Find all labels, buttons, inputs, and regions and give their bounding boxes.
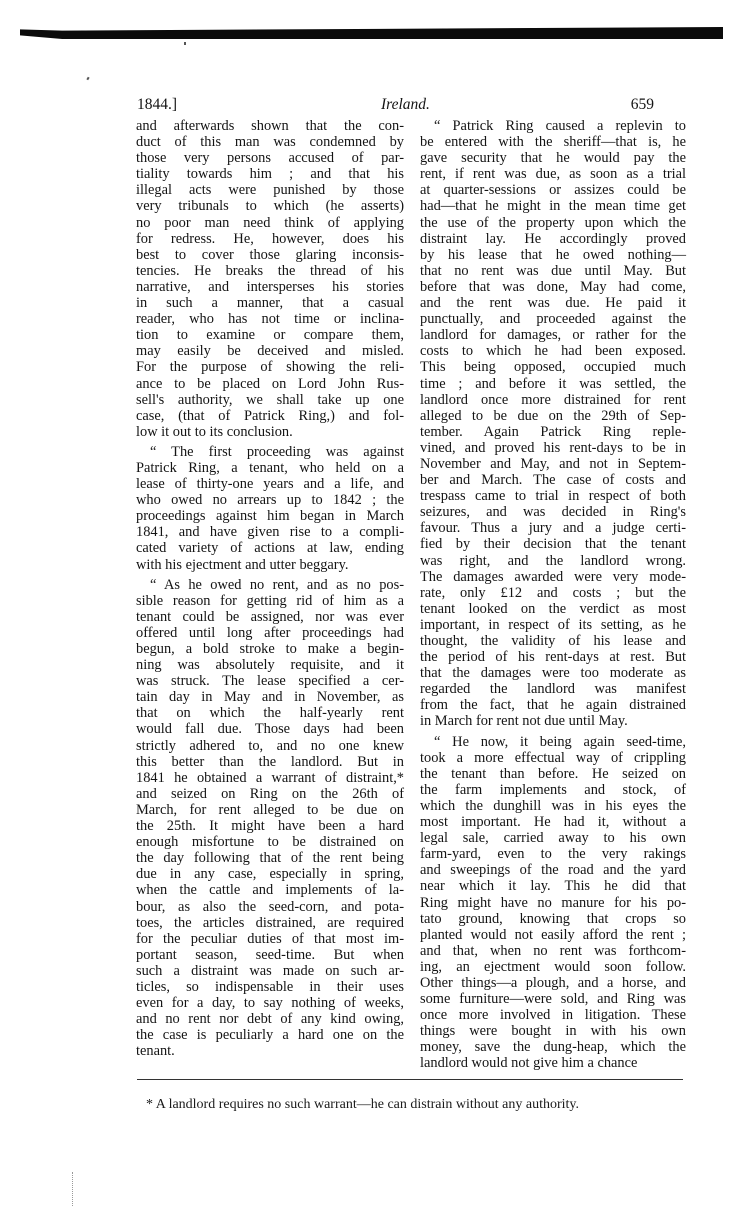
text-line: the day following that of the rent being [136,850,404,867]
text-line: landlord would not give him a chance [420,1055,638,1072]
text-line: legal sale, carried away to his own [420,830,686,847]
text-line: the case is peculiarly a hard one on the [136,1027,404,1044]
text-line: from the fact, that he again distrained [420,697,686,714]
text-line: 1841, and have given rise to a compli- [136,524,404,541]
text-line: which the dunghill was in his eyes the [420,797,686,814]
text-line: low it out to its conclusion. [136,423,293,440]
text-line: before that was done, May had come, [420,278,686,295]
scan-top-border [20,27,723,39]
text-line: best to cover those glaring inconsis- [136,246,404,263]
text-line: ning was absolutely requisite, and it [136,657,404,674]
text-line: strictly adhered to, and no one knew [136,737,404,754]
text-line: and seized on Ring on the 26th of [136,785,404,802]
text-line: narrative, and intersperses his stories [136,278,404,295]
text-line: thought, the validity of his lease and [420,633,686,649]
text-line: who owed no arrears up to 1842 ; the [136,492,404,509]
text-line: when the cattle and implements of la- [136,882,404,899]
text-line: case, (that of Patrick Ring,) and fol- [136,407,404,424]
paragraph [136,444,404,573]
page-number: 659 [630,96,654,113]
text-line: most important. He had it, without a [420,814,686,831]
text-line: November and May, and not in Septem- [420,455,686,472]
text-line: in March for rent not due until May. [420,713,628,730]
text-line: 1841 he obtained a warrant of distraint,* [136,769,404,786]
paragraph [420,118,686,730]
text-line: that the damages were too moderate as [420,665,686,682]
running-head-title: Ireland. [381,96,430,113]
text-line: costs to which he had been exposed. [420,343,686,360]
text-line: distraint lay. He accordingly proved [420,230,686,247]
text-line: Other things—a plough, and a horse, and [420,974,686,991]
text-line: was right, and the landlord wrong. [420,552,686,569]
text-line: alleged to be due on the 29th of Sep- [420,407,686,424]
text-line: the 25th. It might have been a hard [136,818,404,835]
text-line: tiality towards him ; and that his [136,166,404,183]
text-line: had—that he might in the mean time get [420,198,686,215]
text-line: and the rent was due. He paid it [420,295,686,312]
text-line: this better than the landlord. But in [136,753,404,770]
text-line: bour, as also the seed-corn, and pota- [136,898,404,915]
footnote: * A landlord requires no such warrant—he can distrain without any authority. [146,1097,579,1112]
text-line: ticles, so indispensable in their uses [136,978,404,995]
text-line: sible reason for getting rid of him as a [136,592,404,609]
text-line: the period of his rent-days at rest. But [420,649,686,666]
scan-speck [184,42,186,45]
footnote-divider [137,1079,683,1080]
text-line: tember. Again Patrick Ring reple- [420,423,686,440]
text-line: sell's authority, we shall take up one [136,391,404,408]
text-line: proceedings against him began in March [136,508,404,525]
text-line: duct of this man was condemned by [136,134,404,151]
text-line: regarded the landlord was manifest [420,681,686,698]
text-line: be entered with the sheriff—that is, he [420,134,686,151]
text-line: with his ejectment and utter beggary. [136,556,349,573]
text-line: would fall due. Those days had been [136,721,404,738]
text-line: “ Patrick Ring caused a replevin to [434,118,686,134]
text-line: tenant looked on the verdict as most [420,600,686,617]
text-line: important, in respect of its setting, as he [420,616,686,633]
text-line: portant season, seed-time. But when [136,946,404,963]
text-line: rent, if rent was due, as soon as a trial [420,166,686,183]
text-line: vined, and proved his rent-days to be in [420,439,686,456]
right-column [420,118,686,1072]
text-line: the farm implements and stock, of [420,781,686,798]
text-line: and no rent nor debt of any kind owing, [136,1011,404,1028]
text-line: was struck. The lease specified a cer- [136,673,404,690]
text-line: some furniture—were sold, and Ring was [420,991,686,1008]
text-line: tion to examine or compare them, [136,327,404,344]
text-line: the tenant than before. He seized on [420,765,686,782]
text-line: may easily be deceived and misled. [136,343,404,360]
text-line: things were bought in with his own [420,1023,686,1040]
text-line: lease of thirty-one years and a life, and [136,476,404,493]
text-line: tenant could be assigned, nor was ever [136,608,404,625]
text-line: in such a manner, that a casual [136,295,404,312]
text-line: ing, an ejectment would soon follow. [420,958,686,975]
text-line: at quarter-sessions or assizes could be [420,182,686,199]
text-line: Ring might have no manure for his po- [420,894,686,911]
text-line: begun, a bold stroke to make a begin- [136,641,404,657]
text-line: planted would not easily afford the rent ; [420,926,686,943]
text-line: and sweepings of the road and the yard [420,862,686,879]
text-line: rate, only £12 and costs ; but the [420,584,686,601]
text-line: landlord once more distrained for rent [420,391,686,408]
text-line: For the purpose of showing the reli- [136,359,404,376]
text-line: offered until long after proceedings had [136,624,404,641]
text-line: March, for rent alleged to be due on [136,801,404,818]
scan-speck [86,77,89,81]
text-line: tain day in May and in November, as [136,689,404,706]
text-line: once more involved in litigation. These [420,1007,686,1024]
text-line: landlord for damages, or rather for the [420,327,686,344]
text-line: took a more effectual way of crippling [420,749,686,766]
text-line: very tribunals to which (he asserts) [136,198,404,215]
text-line: money, save the dung-heap, which the [420,1039,686,1056]
text-line: “ As he owed no rent, and as no pos- [150,576,404,593]
text-line: “ The first proceeding was against [150,443,404,460]
text-line: gave security that he would pay the [420,150,686,167]
text-line: the use of the property upon which the [420,214,686,231]
text-line: and that, when no rent was forthcom- [420,942,686,959]
text-line: toes, the articles distrained, are required [136,914,404,931]
text-line: reader, who has not time or inclina- [136,311,404,328]
text-line: The damages awarded were very mode- [420,568,686,585]
paragraph [136,118,404,440]
text-line: tato ground, knowing that crops so [420,910,686,927]
paragraph [420,734,686,1072]
text-line: due in any case, especially in spring, [136,866,404,883]
text-line: near which it lay. This he did that [420,878,686,895]
text-line: such a distraint was made on such ar- [136,962,404,979]
text-line: those very persons accused of par- [136,150,404,167]
text-line: cated variety of actions at law, ending [136,540,404,557]
running-head-year: 1844.] [137,96,178,113]
text-line: no poor man need think of applying [136,214,404,231]
text-line: tencies. He breaks the thread of his [136,262,404,279]
text-line: ber and March. The case of costs and [420,472,686,489]
text-line: and afterwards shown that the con- [136,118,404,134]
text-line: that on which the half-yearly rent [136,705,404,722]
text-line: punctually, and proceeded against the [420,311,686,328]
text-line: for redress. He, however, does his [136,230,404,247]
text-line: that no rent was due until May. But [420,262,686,279]
text-line: time ; and before it was settled, the [420,375,686,392]
text-line: by his lease that he owed nothing— [420,246,686,263]
text-line: even for a day, to say nothing of weeks, [136,995,404,1012]
left-column [136,118,404,1059]
text-line: fied by their decision that the tenant [420,536,686,553]
text-line: farm-yard, even to the very rakings [420,846,686,863]
text-line: enough misfortune to be distrained on [136,834,404,851]
text-line: This being opposed, occupied much [420,359,686,376]
running-head [137,96,654,116]
text-line: Patrick Ring, a tenant, who held on a [136,459,404,476]
text-line: for the peculiar duties of that most im- [136,930,404,947]
text-line: tenant. [136,1043,175,1060]
text-line: favour. Thus a jury and a judge certi- [420,520,686,537]
text-line: seizures, and was decided in Ring's [420,504,686,521]
text-line: trespass came to trial in respect of both [420,488,686,505]
text-line: illegal acts were punished by those [136,182,404,199]
scan-margin-marks [72,1172,75,1206]
text-line: ance to be placed on Lord John Rus- [136,375,404,392]
paragraph [136,577,404,1060]
text-line: “ He now, it being again seed-time, [434,733,686,750]
